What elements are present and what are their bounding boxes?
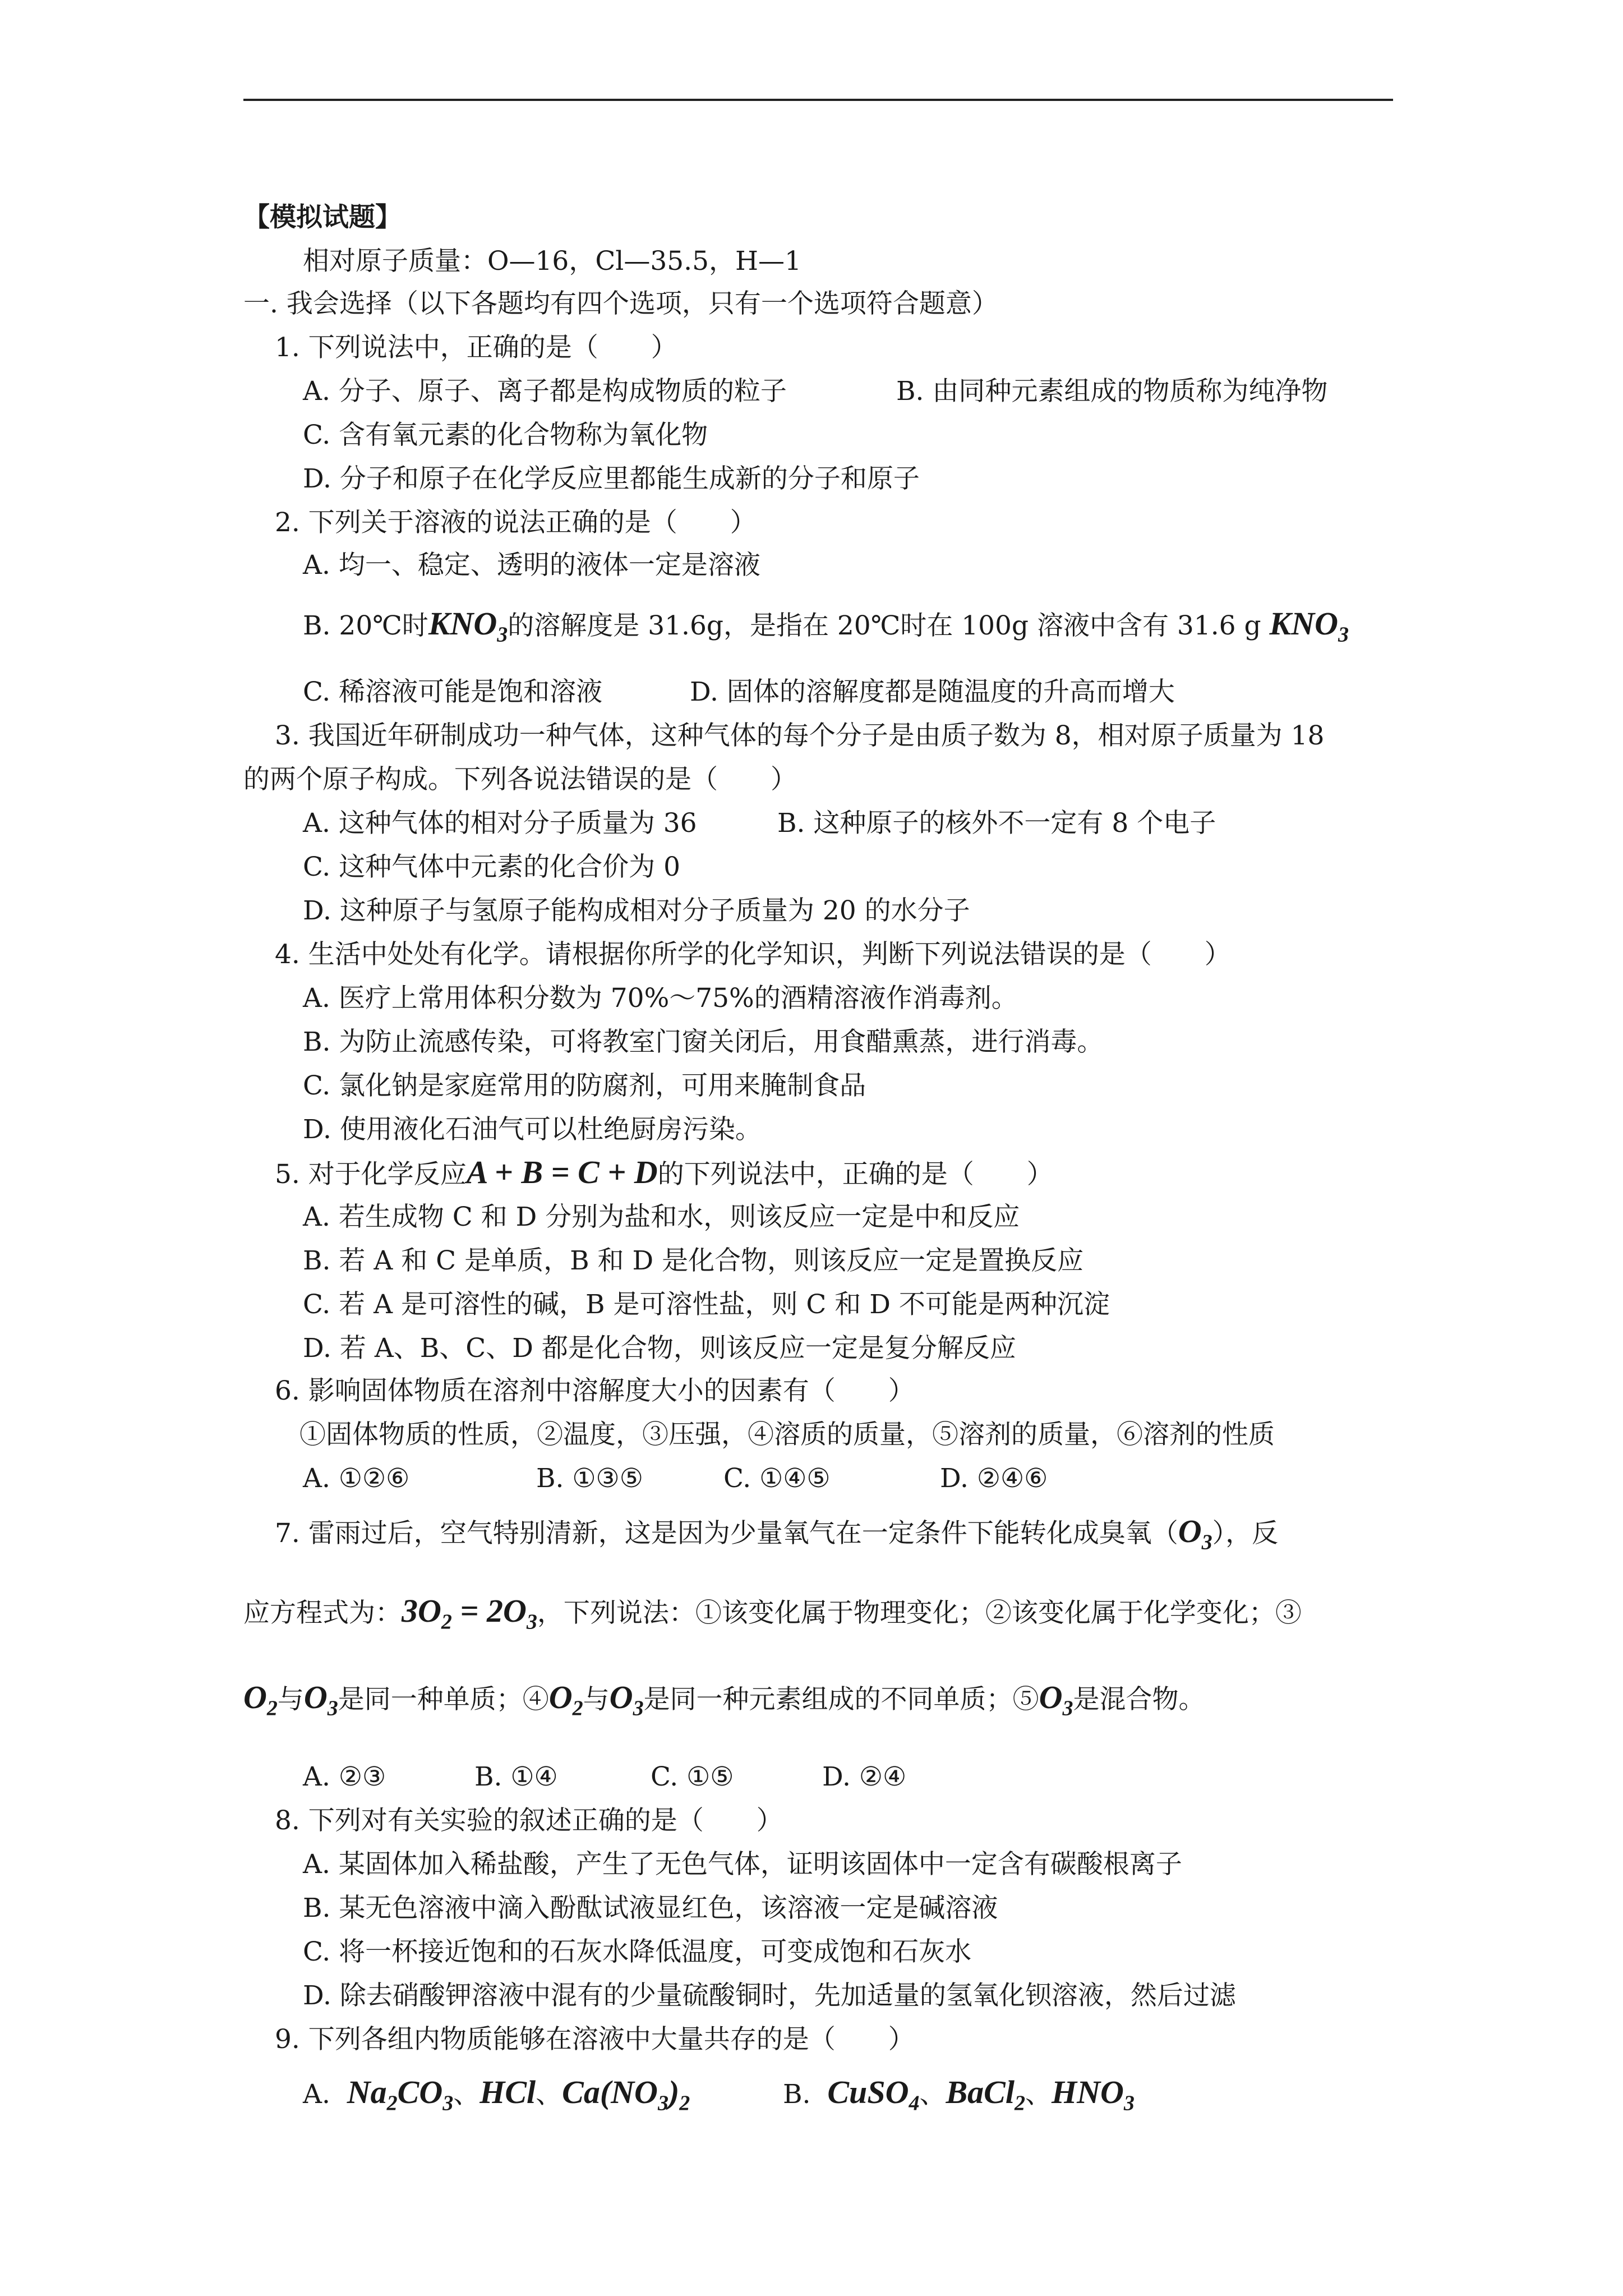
q4-stem: 4. 生活中处处有化学。请根据你所学的化学知识，判断下列说法错误的是（ ） <box>275 939 1231 970</box>
q9-a-separator-2: 、 <box>536 2079 562 2110</box>
q5-stem-text-1: 5. 对于化学反应 <box>275 1159 467 1190</box>
q7-stem-line-2 <box>243 1594 1302 1639</box>
q9-formula-cuso4: CuSO$_4$ <box>827 2074 920 2115</box>
q2-option-b <box>303 607 1349 652</box>
q7-equation: $3O_2 = 2O_3$ <box>402 1593 537 1634</box>
q6-option-d: D. ②④⑥ <box>940 1463 1048 1494</box>
q9-a-separator-1: 、 <box>453 2079 480 2110</box>
q5-stem <box>275 1156 1053 1191</box>
q9-b-label: B. <box>783 2079 811 2110</box>
q3-option-d: D. 这种原子与氢原子能构成相对分子质量为 20 的水分子 <box>303 895 970 926</box>
q7-formula-o3-b: $O_3$ <box>609 1679 644 1720</box>
q9-formula-hcl: HCl <box>479 2074 536 2110</box>
q2-b-text-1: B. 20℃时 <box>303 610 428 641</box>
q8-option-a: A. 某固体加入稀盐酸，产生了无色气体，证明该固体中一定含有碳酸根离子 <box>303 1849 1182 1880</box>
q7-eq-intro: 应方程式为： <box>243 1598 402 1628</box>
q7-option-d: D. ②④ <box>822 1761 907 1792</box>
q4-option-c: C. 氯化钠是家庭常用的防腐剂，可用来腌制食品 <box>303 1070 866 1101</box>
header-rule <box>243 99 1393 101</box>
q2-option-c: C. 稀溶液可能是饱和溶液 <box>303 677 603 707</box>
q9-formula-hno3: $HNO_3$ <box>1051 2074 1135 2115</box>
q7-formula-o3-a: $O_3$ <box>303 1679 338 1720</box>
q1-option-d: D. 分子和原子在化学反应里都能生成新的分子和原子 <box>303 463 920 494</box>
q7-option-a: A. ②③ <box>303 1761 386 1792</box>
q7-statement-5: 是混合物。 <box>1073 1684 1205 1715</box>
q4-option-a: A. 医疗上常用体积分数为 70%～75%的酒精溶液作消毒剂。 <box>303 983 1018 1014</box>
q9-formula-na2co3: $Na_2CO_3$ <box>347 2074 454 2115</box>
q7-stem-line-3 <box>243 1681 1205 1726</box>
q7-option-b: B. ①④ <box>474 1761 558 1792</box>
q9-stem: 9. 下列各组内物质能够在溶液中大量共存的是（ ） <box>275 2024 915 2055</box>
q7-and-1: 与 <box>277 1684 304 1715</box>
q7-option-c: C. ①⑤ <box>651 1761 734 1792</box>
q2-stem: 2. 下列关于溶液的说法正确的是（ ） <box>275 507 757 538</box>
q7-formula-o3-c: $O_3$ <box>1039 1679 1073 1720</box>
q2-option-a: A. 均一、稳定、透明的液体一定是溶液 <box>303 550 760 581</box>
q6-option-a: A. ①②⑥ <box>303 1463 410 1494</box>
q7-statement-4: 是同一种元素组成的不同单质；⑤ <box>643 1684 1039 1715</box>
q7-and-2: 与 <box>583 1684 610 1715</box>
q3-stem-line-2: 的两个原子构成。下列各说法错误的是（ ） <box>243 764 797 795</box>
atomic-mass-line: 相对原子质量：O—16，Cl—35.5，H—1 <box>303 246 801 277</box>
q9-formula-bacl2: BaCl$_2$ <box>946 2074 1025 2115</box>
q7-statement-3: 是同一种单质；④ <box>338 1684 549 1715</box>
q9-b-separator-2: 、 <box>1025 2079 1052 2110</box>
q2-formula-kno3-1: $KNO_3$ <box>428 605 508 647</box>
q6-option-b: B. ①③⑤ <box>536 1463 643 1494</box>
q6-stem: 6. 影响固体物质在溶剂中溶解度大小的因素有（ ） <box>275 1375 915 1406</box>
q3-option-c: C. 这种气体中元素的化合价为 0 <box>303 852 681 882</box>
q1-stem: 1. 下列说法中，正确的是（ ） <box>275 332 677 363</box>
q5-stem-text-2: 的下列说法中，正确的是（ ） <box>657 1159 1053 1190</box>
q4-option-d: D. 使用液化石油气可以杜绝厨房污染。 <box>303 1114 762 1145</box>
q7-formula-o2-a: $O_2$ <box>243 1679 278 1720</box>
q9-option-b <box>783 2076 1135 2120</box>
q9-formula-cano32: $Ca(NO_3)_2$ <box>562 2074 690 2115</box>
q3-stem-line-1: 3. 我国近年研制成功一种气体，这种气体的每个分子是由质子数为 8，相对原子质量为 18 <box>275 720 1325 751</box>
q1-option-a: A. 分子、原子、离子都是构成物质的粒子 <box>303 376 787 407</box>
q6-factors: ①固体物质的性质，②温度，③压强，④溶质的质量，⑤溶剂的质量，⑥溶剂的性质 <box>299 1419 1275 1450</box>
q7-text-2: ），反 <box>1212 1518 1279 1549</box>
q5-option-a: A. 若生成物 C 和 D 分别为盐和水，则该反应一定是中和反应 <box>303 1202 1020 1232</box>
q7-formula-o3: $O_3$ <box>1178 1513 1212 1554</box>
part-title: 一. 我会选择（以下各题均有四个选项，只有一个选项符合题意） <box>243 288 998 319</box>
q5-option-c: C. 若 A 是可溶性的碱，B 是可溶性盐，则 C 和 D 不可能是两种沉淀 <box>303 1289 1110 1320</box>
q3-option-b: B. 这种原子的核外不一定有 8 个电子 <box>777 808 1216 839</box>
q8-option-d: D. 除去硝酸钾溶液中混有的少量硫酸铜时，先加适量的氢氧化钡溶液，然后过滤 <box>303 1980 1236 2011</box>
q5-option-d: D. 若 A、B、C、D 都是化合物，则该反应一定是复分解反应 <box>303 1333 1016 1364</box>
q5-option-b: B. 若 A 和 C 是单质，B 和 D 是化合物，则该反应一定是置换反应 <box>303 1245 1084 1276</box>
q9-option-a <box>303 2076 690 2120</box>
q3-option-a: A. 这种气体的相对分子质量为 36 <box>303 808 697 839</box>
q7-eq-after: ，下列说法：①该变化属于物理变化；②该变化属于化学变化；③ <box>537 1598 1302 1628</box>
q7-stem-line-1 <box>275 1515 1278 1559</box>
q1-option-c: C. 含有氧元素的化合物称为氧化物 <box>303 420 708 450</box>
q8-option-b: B. 某无色溶液中滴入酚酞试液显红色，该溶液一定是碱溶液 <box>303 1893 998 1924</box>
q1-option-b: B. 由同种元素组成的物质称为纯净物 <box>896 376 1328 407</box>
q8-option-c: C. 将一杯接近饱和的石灰水降低温度，可变成饱和石灰水 <box>303 1936 972 1967</box>
q2-formula-kno3-2: $KNO_3$ <box>1269 605 1349 647</box>
q9-a-label: A. <box>303 2079 330 2110</box>
q7-text-1: 7. 雷雨过后，空气特别清新，这是因为少量氧气在一定条件下能转化成臭氧（ <box>275 1518 1178 1549</box>
q7-formula-o2-b: $O_2$ <box>548 1679 583 1720</box>
q8-stem: 8. 下列对有关实验的叙述正确的是（ ） <box>275 1805 783 1836</box>
q5-equation: A + B = C + D <box>466 1154 658 1190</box>
section-title: 【模拟试题】 <box>243 202 402 233</box>
q9-b-separator-1: 、 <box>919 2079 946 2110</box>
q2-option-d: D. 固体的溶解度都是随温度的升高而增大 <box>690 677 1175 707</box>
q2-b-text-2: 的溶解度是 31.6g，是指在 20℃时在 100g 溶液中含有 31.6 g <box>508 610 1261 641</box>
q6-option-c: C. ①④⑤ <box>723 1463 831 1494</box>
q4-option-b: B. 为防止流感传染，可将教室门窗关闭后，用食醋熏蒸，进行消毒。 <box>303 1027 1104 1057</box>
